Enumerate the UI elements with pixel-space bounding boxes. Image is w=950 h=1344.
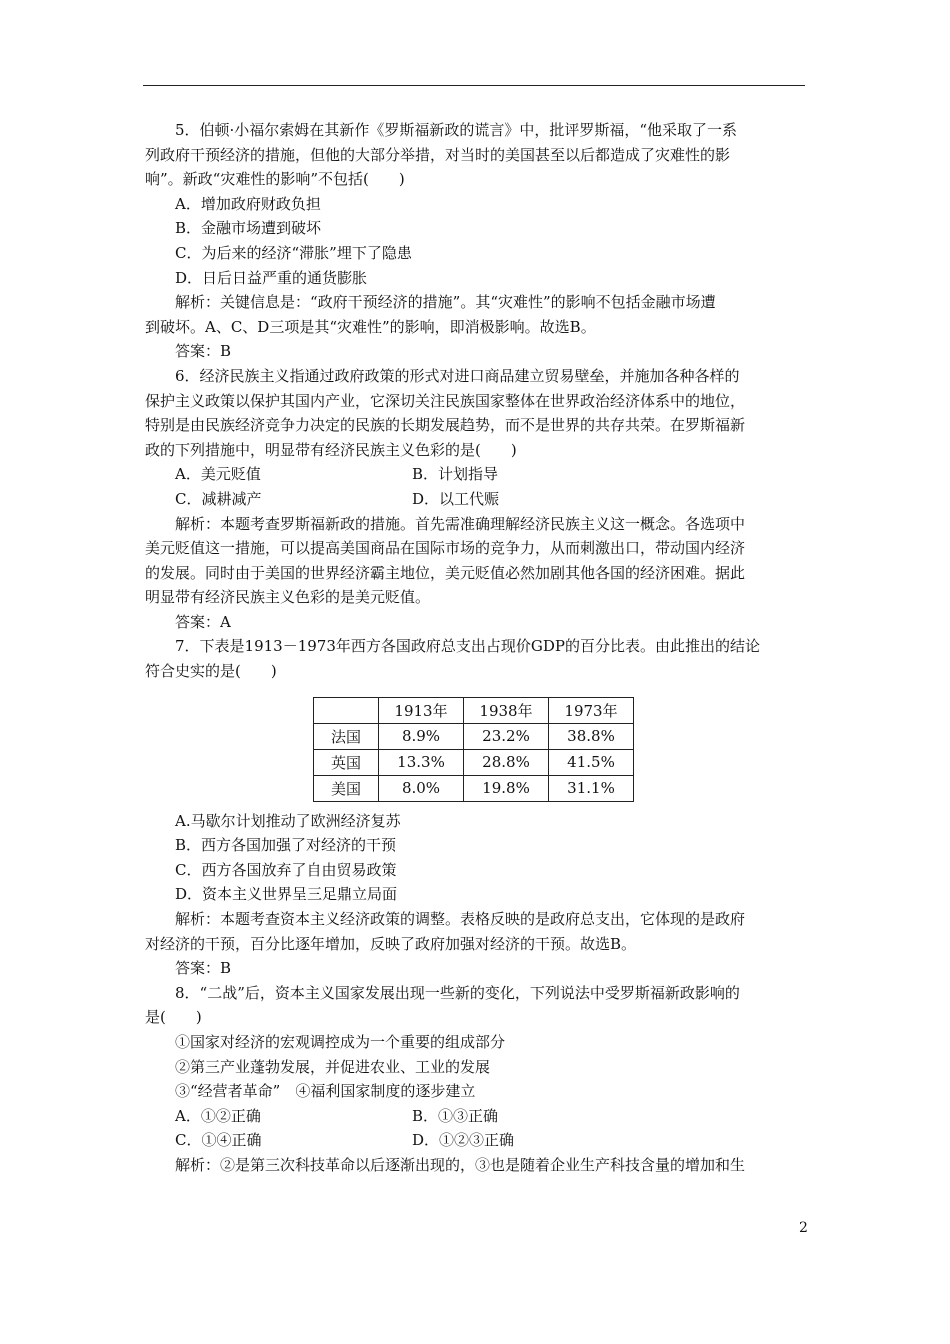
- table-cell: 31.1%: [549, 775, 634, 801]
- text-line: 美元贬值这一措施，可以提高美国商品在国际市场的竞争力，从而刺激出口，带动国内经济: [145, 539, 746, 558]
- text-line: A．增加政府财政负担: [175, 194, 321, 213]
- text-line: 明显带有经济民族主义色彩的是美元贬值。: [145, 588, 431, 607]
- text-line: 特别是由民族经济竞争力决定的民族的长期发展趋势，而不是世界的共存共荣。在罗斯福新: [145, 416, 746, 435]
- option-item: D．以工代赈: [412, 489, 500, 508]
- text-line: ②第三产业蓬勃发展，并促进农业、工业的发展: [175, 1057, 491, 1076]
- text-line: 5．伯顿·小福尔索姆在其新作《罗斯福新政的谎言》中，批评罗斯福，“他采取了一系: [175, 121, 737, 139]
- option-item: B．计划指导: [412, 465, 499, 484]
- question-8-options: [145, 1104, 810, 1153]
- text-line: B．金融市场遭到破坏: [175, 219, 322, 238]
- question-6-analysis: [145, 512, 810, 684]
- text-line: 的发展。同时由于美国的世界经济霸主地位，美元贬值必然加剧其他各国的经济困难。据此: [145, 563, 746, 582]
- text-line: ①国家对经济的宏观调控成为一个重要的组成部分: [175, 1033, 506, 1051]
- text-line: 政的下列措施中，明显带有经济民族主义色彩的是( ): [145, 440, 517, 459]
- text-line: 7．下表是1913－1973年西方各国政府总支出占现价GDP的百分比表。由此推出的结论: [175, 637, 760, 656]
- option-row: [145, 487, 810, 512]
- question-5-6-text: [145, 118, 810, 462]
- table-row: [314, 775, 634, 801]
- text-line: 保护主义政策以保护其国内产业，它深切关注民族国家整体在世界政治经济体系中的地位，: [145, 391, 746, 410]
- text-line: 解析：本题考查资本主义经济政策的调整。表格反映的是政府总支出，它体现的是政府: [175, 910, 746, 929]
- table-row: [314, 697, 634, 723]
- table-cell: 1973年: [549, 697, 634, 723]
- text-line: 是( ): [145, 1008, 202, 1027]
- table-cell: 19.8%: [464, 775, 549, 801]
- option-row: [145, 462, 810, 487]
- table-cell: 美国: [314, 775, 379, 801]
- text-line: 答案：B: [175, 342, 232, 361]
- table-cell: 28.8%: [464, 749, 549, 775]
- text-line: 解析：关键信息是：“政府干预经济的措施”。其“灾难性”的影响不包括金融市场遭: [175, 293, 716, 312]
- option-item: C．①④正确: [175, 1131, 262, 1150]
- table-cell: 法国: [314, 723, 379, 749]
- table-cell: 41.5%: [549, 749, 634, 775]
- gdp-table: [313, 697, 634, 802]
- table-cell: 13.3%: [379, 749, 464, 775]
- text-line: 8．“二战”后，资本主义国家发展出现一些新的变化，下列说法中受罗斯福新政影响的: [175, 983, 740, 1002]
- table-cell: 8.9%: [379, 723, 464, 749]
- option-item: A．美元贬值: [175, 465, 261, 484]
- text-line: D．资本主义世界呈三足鼎立局面: [175, 885, 398, 904]
- text-line: 符合史实的是( ): [145, 662, 277, 681]
- page-number: 2: [799, 1220, 808, 1236]
- option-item: D．①②③正确: [412, 1131, 515, 1150]
- text-line: 答案：A: [175, 612, 231, 631]
- table-cell: 1913年: [379, 697, 464, 723]
- text-line: C．为后来的经济“滞胀”埋下了隐患: [175, 243, 412, 262]
- text-line: 解析：本题考查罗斯福新政的措施。首先需准确理解经济民族主义这一概念。各选项中: [175, 514, 746, 533]
- table-wrapper: [145, 684, 810, 809]
- text-line: C．西方各国放弃了自由贸易政策: [175, 860, 397, 879]
- question-6-options: [145, 462, 810, 511]
- table-cell: 英国: [314, 749, 379, 775]
- text-line: D．日后日益严重的通货膨胀: [175, 268, 368, 287]
- text-line: A.马歇尔计划推动了欧洲经济复苏: [175, 811, 401, 830]
- table-cell: 38.8%: [549, 723, 634, 749]
- page-content: [145, 118, 810, 1178]
- table-cell: [314, 697, 379, 723]
- text-line: 对经济的干预，百分比逐年增加，反映了政府加强对经济的干预。故选B。: [145, 934, 637, 953]
- option-row: [145, 1128, 810, 1153]
- option-item: C．减耕减产: [175, 489, 262, 508]
- table-cell: 23.2%: [464, 723, 549, 749]
- table-cell: 8.0%: [379, 775, 464, 801]
- text-line: 答案：B: [175, 959, 232, 978]
- table-row: [314, 723, 634, 749]
- question-8-analysis: [145, 1153, 810, 1178]
- text-line: B．西方各国加强了对经济的干预: [175, 836, 397, 855]
- option-row: [145, 1104, 810, 1129]
- question-7-8-text: [145, 809, 810, 1104]
- option-item: A．①②正确: [175, 1106, 261, 1125]
- table-row: [314, 749, 634, 775]
- text-line: 6．经济民族主义指通过政府政策的形式对进口商品建立贸易壁垒，并施加各种各样的: [175, 366, 740, 385]
- option-item: B．①③正确: [412, 1106, 499, 1125]
- text-line: 到破坏。A、C、D三项是其“灾难性”的影响，即消极影响。故选B。: [145, 317, 596, 336]
- text-line: 响”。新政“灾难性的影响”不包括( ): [145, 170, 405, 189]
- text-line: 列政府干预经济的措施，但他的大部分举措，对当时的美国甚至以后都造成了灾难性的影: [145, 145, 731, 164]
- text-line: ③“经营者革命” ④福利国家制度的逐步建立: [175, 1082, 476, 1101]
- text-line: 解析：②是第三次科技革命以后逐渐出现的，③也是随着企业生产科技含量的增加和生: [175, 1155, 746, 1174]
- table-cell: 1938年: [464, 697, 549, 723]
- header-rule: [143, 85, 805, 86]
